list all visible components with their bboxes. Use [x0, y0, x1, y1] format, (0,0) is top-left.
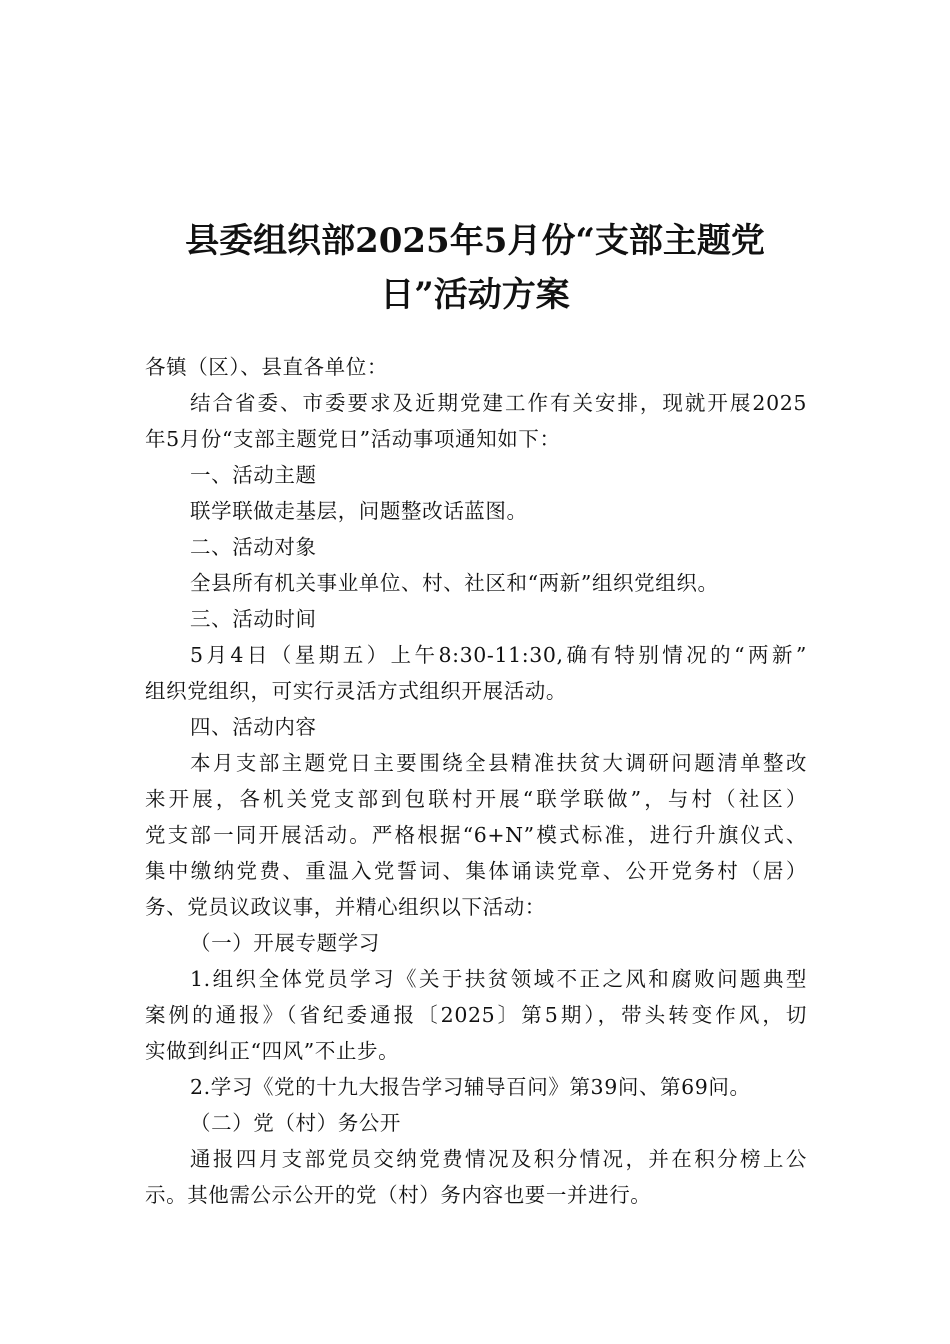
subsection-1-heading: （一）开展专题学习 [190, 931, 380, 955]
document-title-line-1: 县委组织部2025年5月份“支部主题党 [185, 221, 765, 261]
subsection-2-line-1: 通报四月支部党员交纳党费情况及积分情况，并在积分榜上公 [190, 1147, 807, 1171]
subsection-1-item-1-line-2: 案例的通报》（省纪委通报〔2025〕第5期），带头转变作风，切 [145, 1003, 807, 1027]
section-3-line-2: 组织党组织，可实行灵活方式组织开展活动。 [145, 679, 567, 703]
intro-line-1: 结合省委、市委要求及近期党建工作有关安排，现就开展2025 [190, 391, 807, 415]
document-title-line-2: 日”活动方案 [380, 275, 570, 315]
section-3-heading: 三、活动时间 [190, 607, 317, 631]
section-4-para-line-4: 集中缴纳党费、重温入党誓词、集体诵读党章、公开党务村（居） [145, 859, 807, 883]
section-4-para-line-3: 党支部一同开展活动。严格根据“6+N”模式标准，进行升旗仪式、 [145, 823, 807, 847]
section-4-para-line-5: 务、党员议政议事，并精心组织以下活动： [145, 895, 546, 919]
subsection-1-item-1-line-3: 实做到纠正“四风”不止步。 [145, 1039, 400, 1063]
section-2-text: 全县所有机关事业单位、村、社区和“两新”组织党组织。 [190, 571, 719, 595]
section-4-heading: 四、活动内容 [190, 715, 317, 739]
section-4-para-line-2: 来开展，各机关党支部到包联村开展“联学联做”，与村（社区） [145, 787, 807, 811]
section-3-line-1: 5月4日（星期五）上午8:30-11:30,确有特别情况的“两新” [190, 643, 807, 667]
intro-line-2: 年5月份“支部主题党日”活动事项通知如下： [145, 427, 561, 451]
section-4-para-line-1: 本月支部主题党日主要围绕全县精准扶贫大调研问题清单整改 [190, 751, 807, 775]
section-2-heading: 二、活动对象 [190, 535, 317, 559]
addressee: 各镇（区）、县直各单位： [145, 355, 388, 379]
subsection-2-line-2: 示。其他需公示公开的党（村）务内容也要一并进行。 [145, 1183, 652, 1207]
subsection-1-item-2: 2.学习《党的十九大报告学习辅导百问》第39问、第69问。 [190, 1075, 751, 1099]
section-1-heading: 一、活动主题 [190, 463, 317, 487]
subsection-1-item-1-line-1: 1.组织全体党员学习《关于扶贫领域不正之风和腐败问题典型 [190, 967, 807, 991]
section-1-text: 联学联做走基层，问题整改话蓝图。 [190, 499, 528, 523]
subsection-2-heading: （二）党（村）务公开 [190, 1111, 401, 1135]
